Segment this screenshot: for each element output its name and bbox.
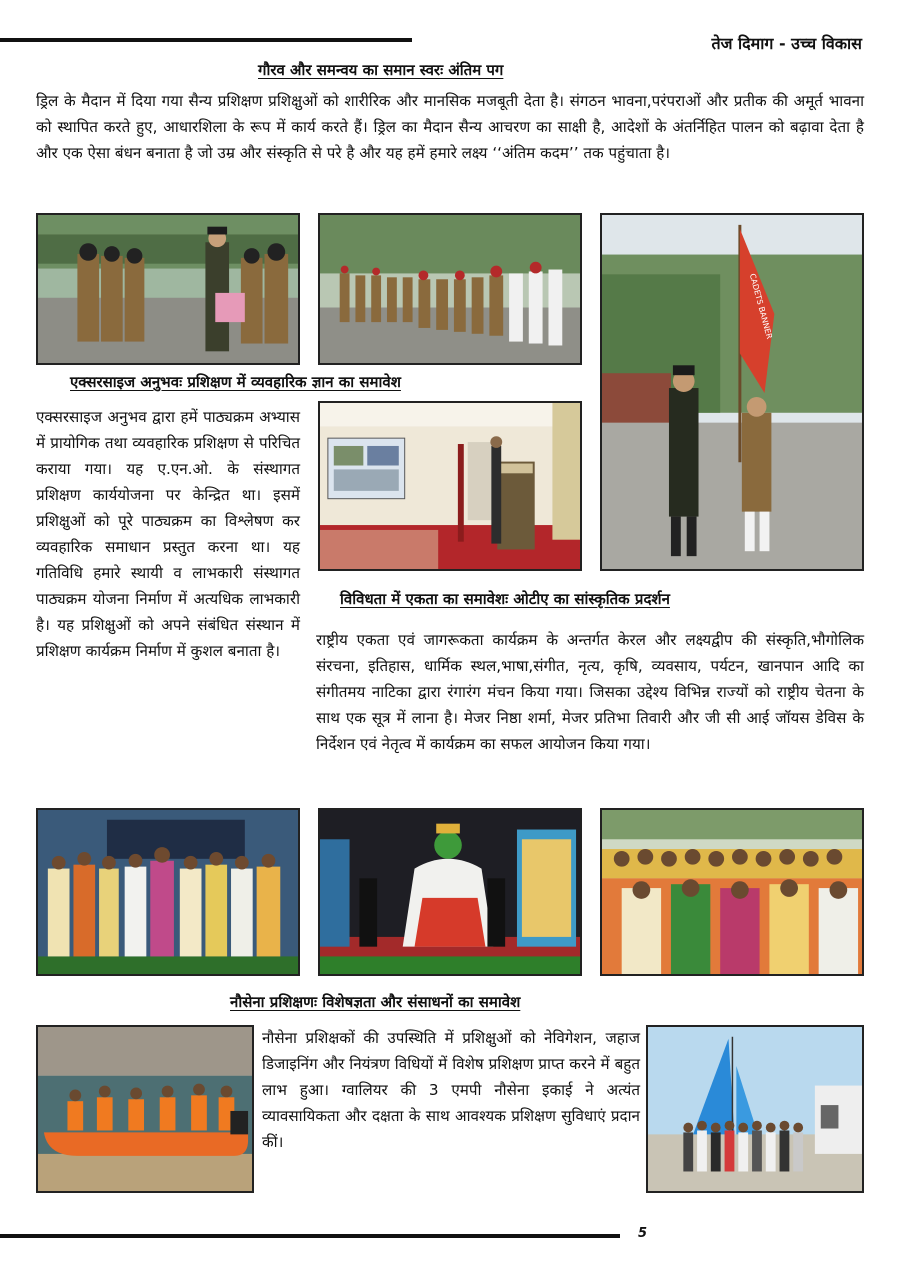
culture-paragraph: राष्ट्रीय एकता एवं जागरूकता कार्यक्रम के अन्तर्गत केरल और लक्ष्यद्वीप की संस्कृति,भौगोलिक संरचना, इतिहास, धार्मिक स्थल,भाषा,संगीत, नृत्य, कृषि, व्यवसाय, पर्यटन, खानपान आदि का संगीतमय नाटिका द्वारा रंगारंग मंचन किया गया। जिसका उद्देश्य विभिन्न राज्यों को राष्ट्रीय चेतना के साथ एक सूत्र में लाना है। मेजर निष्ठा शर्मा, मेजर प्रतिभा तिवारी और जी सी आई जॉयस डेविस के निर्देशन एवं नेतृत्व में कार्यक्रम का सफल आयोजन किया गया। xyxy=(316,631,864,753)
drill-heading: गौरव और समन्वय का समान स्वरः अंतिम पग xyxy=(258,61,504,79)
kathakali-performance-photo xyxy=(318,808,582,976)
bottom-rule xyxy=(0,1234,620,1238)
flag-ceremony-photo xyxy=(600,213,864,571)
navy-heading: नौसेना प्रशिक्षणः विशेषज्ञता और संसाधनों का समावेश xyxy=(230,993,521,1011)
drill-parade-photo xyxy=(318,213,582,365)
cultural-group-photo xyxy=(600,808,864,976)
banner-flag-text: CADETS BANNER xyxy=(747,272,774,340)
navy-paragraph: नौसेना प्रशिक्षकों की उपस्थिति में प्रशिक्षुओं को नेविगेशन, जहाज डिजाइनिंग और नियंत्रण विधियों में विशेष प्रशिक्षण प्राप्त करने में बहुत लाभ हुआ। ग्वालियर की 3 एमपी नौसेना इकाई ने अत्यंत व्यावसायिकता और दक्षता के साथ आवश्यक प्रशिक्षण सुविधाएं प्रदान कीं। xyxy=(262,1029,640,1151)
drill-inspection-photo xyxy=(36,213,300,365)
page-number: 5 xyxy=(638,1226,648,1241)
navy-boat-photo xyxy=(36,1025,254,1193)
drill-paragraph: ड्रिल के मैदान में दिया गया सैन्य प्रशिक्षण प्रशिक्षुओं को शारीरिक और मानसिक मजबूती देता है। संगठन भावना,परंपराओं और प्रतीक की अमूर्त भावना को स्थापित करते हुए, आधारशिला के रूप में कार्य करते हैं। ड्रिल का मैदान सैन्य आचरण का साक्षी है, आदेशों के अंतर्निहित पालन को बढ़ावा देता है और एक ऐसा बंधन बनाता है जो उम्र और संस्कृति से परे है और यह हमें हमारे लक्ष्य ‘‘अंतिम कदम’’ तक पहुंचाता है। xyxy=(36,92,864,162)
culture-heading: विविधता में एकता का समावेशः ओटीए का सांस्कृतिक प्रदर्शन xyxy=(340,590,670,608)
top-rule xyxy=(0,38,412,42)
sailing-training-photo xyxy=(646,1025,864,1193)
exercise-presentation-photo xyxy=(318,401,582,571)
exercise-paragraph: एक्सरसाइज अनुभव द्वारा हमें पाठ्यक्रम अभ्यास में प्रायोगिक तथा व्यवहारिक प्रशिक्षण से परिचित कराया गया। यह ए.एन.ओ. के संस्थागत प्रशिक्षण कार्ययोजना पर केन्द्रित था। इसमें प्रशिक्षुओं को पूरे पाठ्यक्रम का विश्लेषण कर व्यवहारिक समाधान प्रस्तुत करना था। यह गतिविधि हमारे स्थायी व लाभकारी संस्थागत पाठ्यक्रम योजना निर्माण में अत्यधिक लाभकारी है। यह प्रशिक्षुओं को अपने संबंधित संस्थान में प्रशिक्षण कार्यक्रम निर्माण में कुशल बनाता है। xyxy=(36,408,300,660)
exercise-heading: एक्सरसाइज अनुभवः प्रशिक्षण में व्यवहारिक ज्ञान का समावेश xyxy=(70,373,401,391)
masthead: तेज दिमाग - उच्च विकास xyxy=(711,34,862,53)
cultural-dance-photo xyxy=(36,808,300,976)
